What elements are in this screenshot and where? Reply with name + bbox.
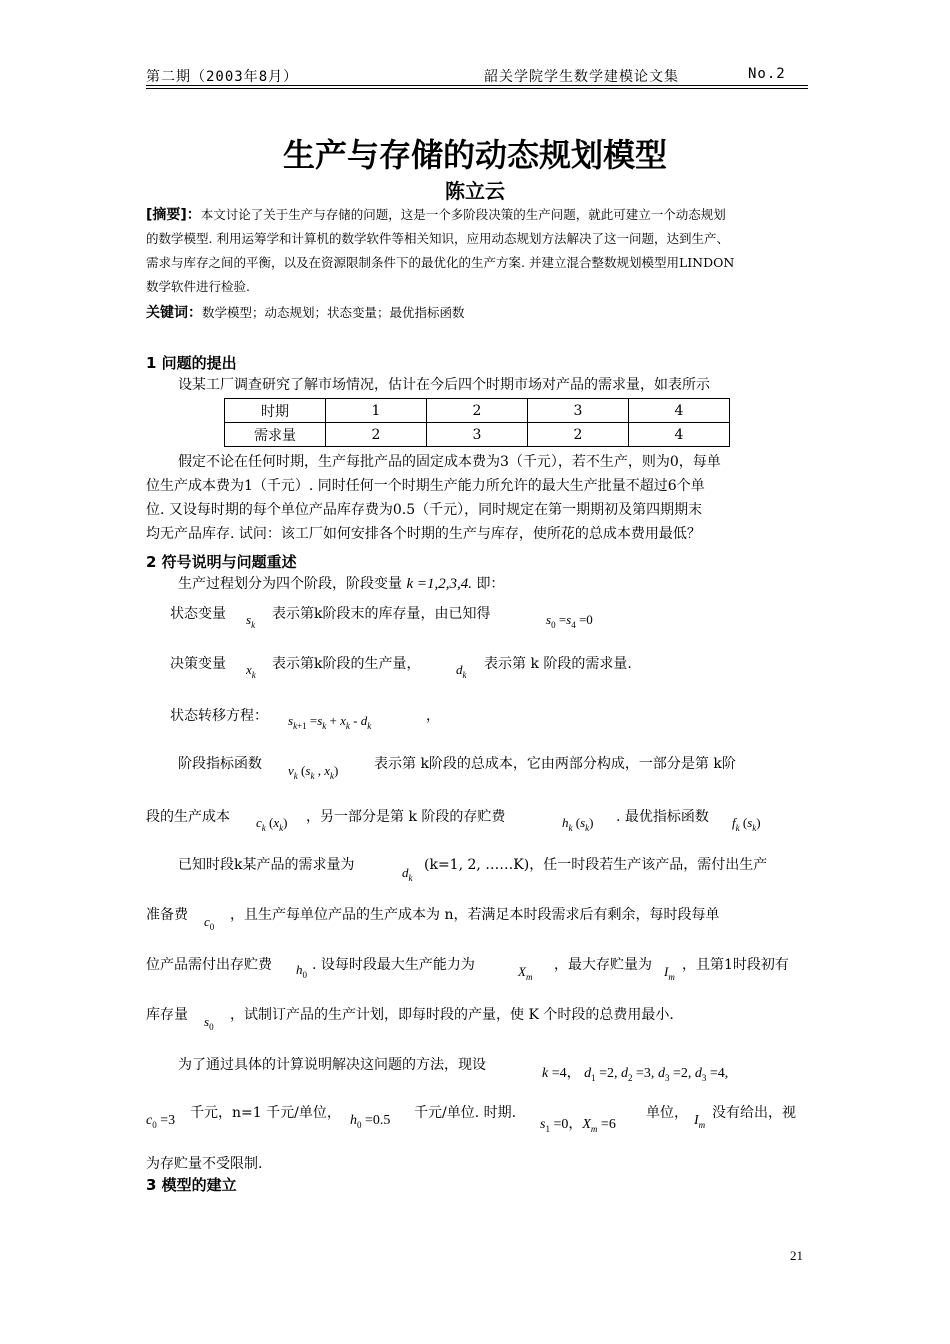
symbol-c-0: $c_0$ [204,914,215,932]
abstract-label: [摘要]： [146,207,201,223]
section-2-line-1 [178,572,504,596]
inv-line-b: ，试制订产品的生产计划，即每时段的产量，使 K 个时段的总费用最小. [230,1007,674,1023]
symbol-I-m-2: $I_m$ [694,1113,706,1130]
table-cell: 2 [326,423,427,447]
keywords-label: 关键词： [146,305,202,321]
text: 生产过程划分为四个阶段，阶段变量 [178,576,402,592]
stage-variable-formula: k =1,2,3,4. [406,576,472,592]
example-parameters-1: k =4， $d_1 =2$, $d_2 =3$, $d_3 =2$, $d_3 =4$, [542,1065,729,1083]
stage-index-function: $v_k$ ($s_k$ , $x_k$) [288,763,339,781]
header-number: No.2 [748,66,786,82]
table-cell: 3 [528,399,629,423]
table-cell: 2 [427,399,528,423]
page-number: 21 [790,1248,803,1263]
known-line-b: (k=1, 2, ……K)，任一时段若生产该产品，需付出生产 [424,857,768,873]
section-2-last: 为存贮量不受限制. [146,1156,263,1172]
section-3-heading: 3 模型的建立 [146,1176,237,1194]
table-cell: 4 [629,399,730,423]
symbol-d-k-2: $d_k$ [402,865,413,883]
symbol-x-k: $x_k$ [246,662,256,680]
inv-line-a: 库存量 [146,1007,188,1023]
symbol-s-0: $s_0$ [204,1014,214,1032]
header-journal: 韶关学院学生数学建模论文集 [484,69,679,85]
section-1-p4: 均无产品库存. 试问：该工厂如何安排各个时期的生产与库存，使所花的总成本费用最低？ [146,526,701,542]
store-line-a: 位产品需付出存贮费 [146,957,272,973]
c-unit: 千元，n=1 千元/单位， [190,1105,341,1121]
header-rule [146,85,808,86]
index-function-desc: 表示第 k阶段的总成本，它由两部分构成，一部分是第 k阶 [374,756,736,772]
known-line-a: 已知时段k某产品的需求量为 [178,857,355,873]
paper-title: 生产与存储的动态规划模型 [282,136,667,174]
h-unit: 千元/单位. 时期. [414,1105,517,1121]
symbol-d-k: $d_k$ [456,662,467,680]
demand-table [224,398,730,447]
table-cell: 需求量 [225,423,326,447]
keywords [146,301,465,325]
text: 即： [476,576,505,592]
store-line-b: . 设每时段最大生产能力为 [312,957,475,973]
symbol-s-1-value: $s_1 =0$，$X_m =6$ [540,1116,616,1134]
example-line-a: 为了通过具体的计算说明解决这问题的方法，现设 [178,1057,486,1073]
prep-line-a: 准备费 [146,907,188,923]
initial-final-state-formula: $s_0 =s_4 =0$ [546,612,593,630]
section-2-heading: 2 符号说明与问题重述 [146,553,297,571]
section-1-p1: 假定不论在任何时期，生产每批产品的固定成本费为3（千元），若不生产，则为0，每单 [178,454,721,470]
symbol-h-0: $h_0$ [296,962,307,980]
comma: ， [426,708,440,724]
abstract-line-4: 数学软件进行检验. [146,279,250,294]
abstract-text-1: 本文讨论了关于生产与存储的问题，这是一个多阶段决策的生产问题，就此可建立一个动态规划 [200,207,726,222]
abstract-line-2: 的数学模型. 利用运筹学和计算机的数学软件等相关知识，应用动态规划方法解决了这一问题，达到生产、 [146,231,729,246]
keywords-text: 数学模型；动态规划；状态变量；最优指标函数 [202,305,465,320]
cost-line-b: ，另一部分是第 k 阶段的存贮费 [306,809,506,825]
symbol-h-0-value: $h_0 =0.5$ [350,1113,391,1130]
symbol-X-m: $X_m$ [518,964,533,982]
section-1-heading: 1 问题的提出 [146,354,237,372]
symbol-I-m: $I_m$ [664,964,675,982]
index-function-label: 阶段指标函数 [178,756,262,772]
section-1-p3: 位. 又设每时期的每个单位产品库存费为0.5（千元），同时规定在第一期期初及第四期期末 [146,502,703,518]
optimal-index-function: $f_k$ $(s_k)$ [732,815,761,833]
state-transfer-equation: $s_{k+1} =s_k + x_k - d_k$ [288,713,372,731]
transfer-label: 状态转移方程： [170,708,268,724]
cost-line-a: 段的生产成本 [146,809,230,825]
store-line-c: ，最大存贮量为 [554,957,652,973]
section-1-intro: 设某工厂调查研究了解市场情况，估计在今后四个时期市场对产品的需求量，如表所示 [178,377,710,393]
abstract-line-3: 需求与库存之间的平衡，以及在资源限制条件下的最优化的生产方案. 并建立混合整数规划模型用LINDON [146,255,735,270]
section-1-p2: 位生产成本费为1（千元）. 同时任何一个时期生产能力所允许的最大生产批量不超过6个单 [146,478,705,494]
table-cell: 2 [528,423,629,447]
production-cost-function: $c_k$ $(x_k)$ [256,815,288,833]
decision-variable-desc: 表示第k阶段的生产量， [272,656,421,672]
paper-author: 陈立云 [445,179,505,203]
storage-cost-function: $h_k$ $(s_k)$ [562,815,594,833]
prep-line-b: ，且生产每单位产品的生产成本为 n，若满足本时段需求后有剩余，每时段每单 [230,907,720,923]
cost-line-c: . 最优指标函数 [616,809,709,825]
decision-variable-label: 决策变量 [170,656,226,672]
table-cell: 4 [629,423,730,447]
header-rule-thin [146,88,808,89]
i-unit: 没有给出，视 [712,1105,796,1121]
header-issue: 第二期（2003年8月） [146,69,299,85]
state-variable-label: 状态变量 [170,606,226,622]
symbol-s-k: $s_k$ [246,612,256,630]
demand-desc: 表示第 k 阶段的需求量. [484,656,632,672]
table-row [225,399,730,423]
table-cell: 3 [427,423,528,447]
x-unit: 单位， [646,1105,688,1121]
state-variable-desc: 表示第k阶段末的库存量，由已知得 [272,606,491,622]
abstract-line-1 [146,203,726,227]
table-cell: 时期 [225,399,326,423]
store-line-d: ，且第1时段初有 [682,957,789,973]
table-cell: 1 [326,399,427,423]
table-row [225,423,730,447]
symbol-c-0-value: $c_0 =3$ [146,1113,176,1130]
